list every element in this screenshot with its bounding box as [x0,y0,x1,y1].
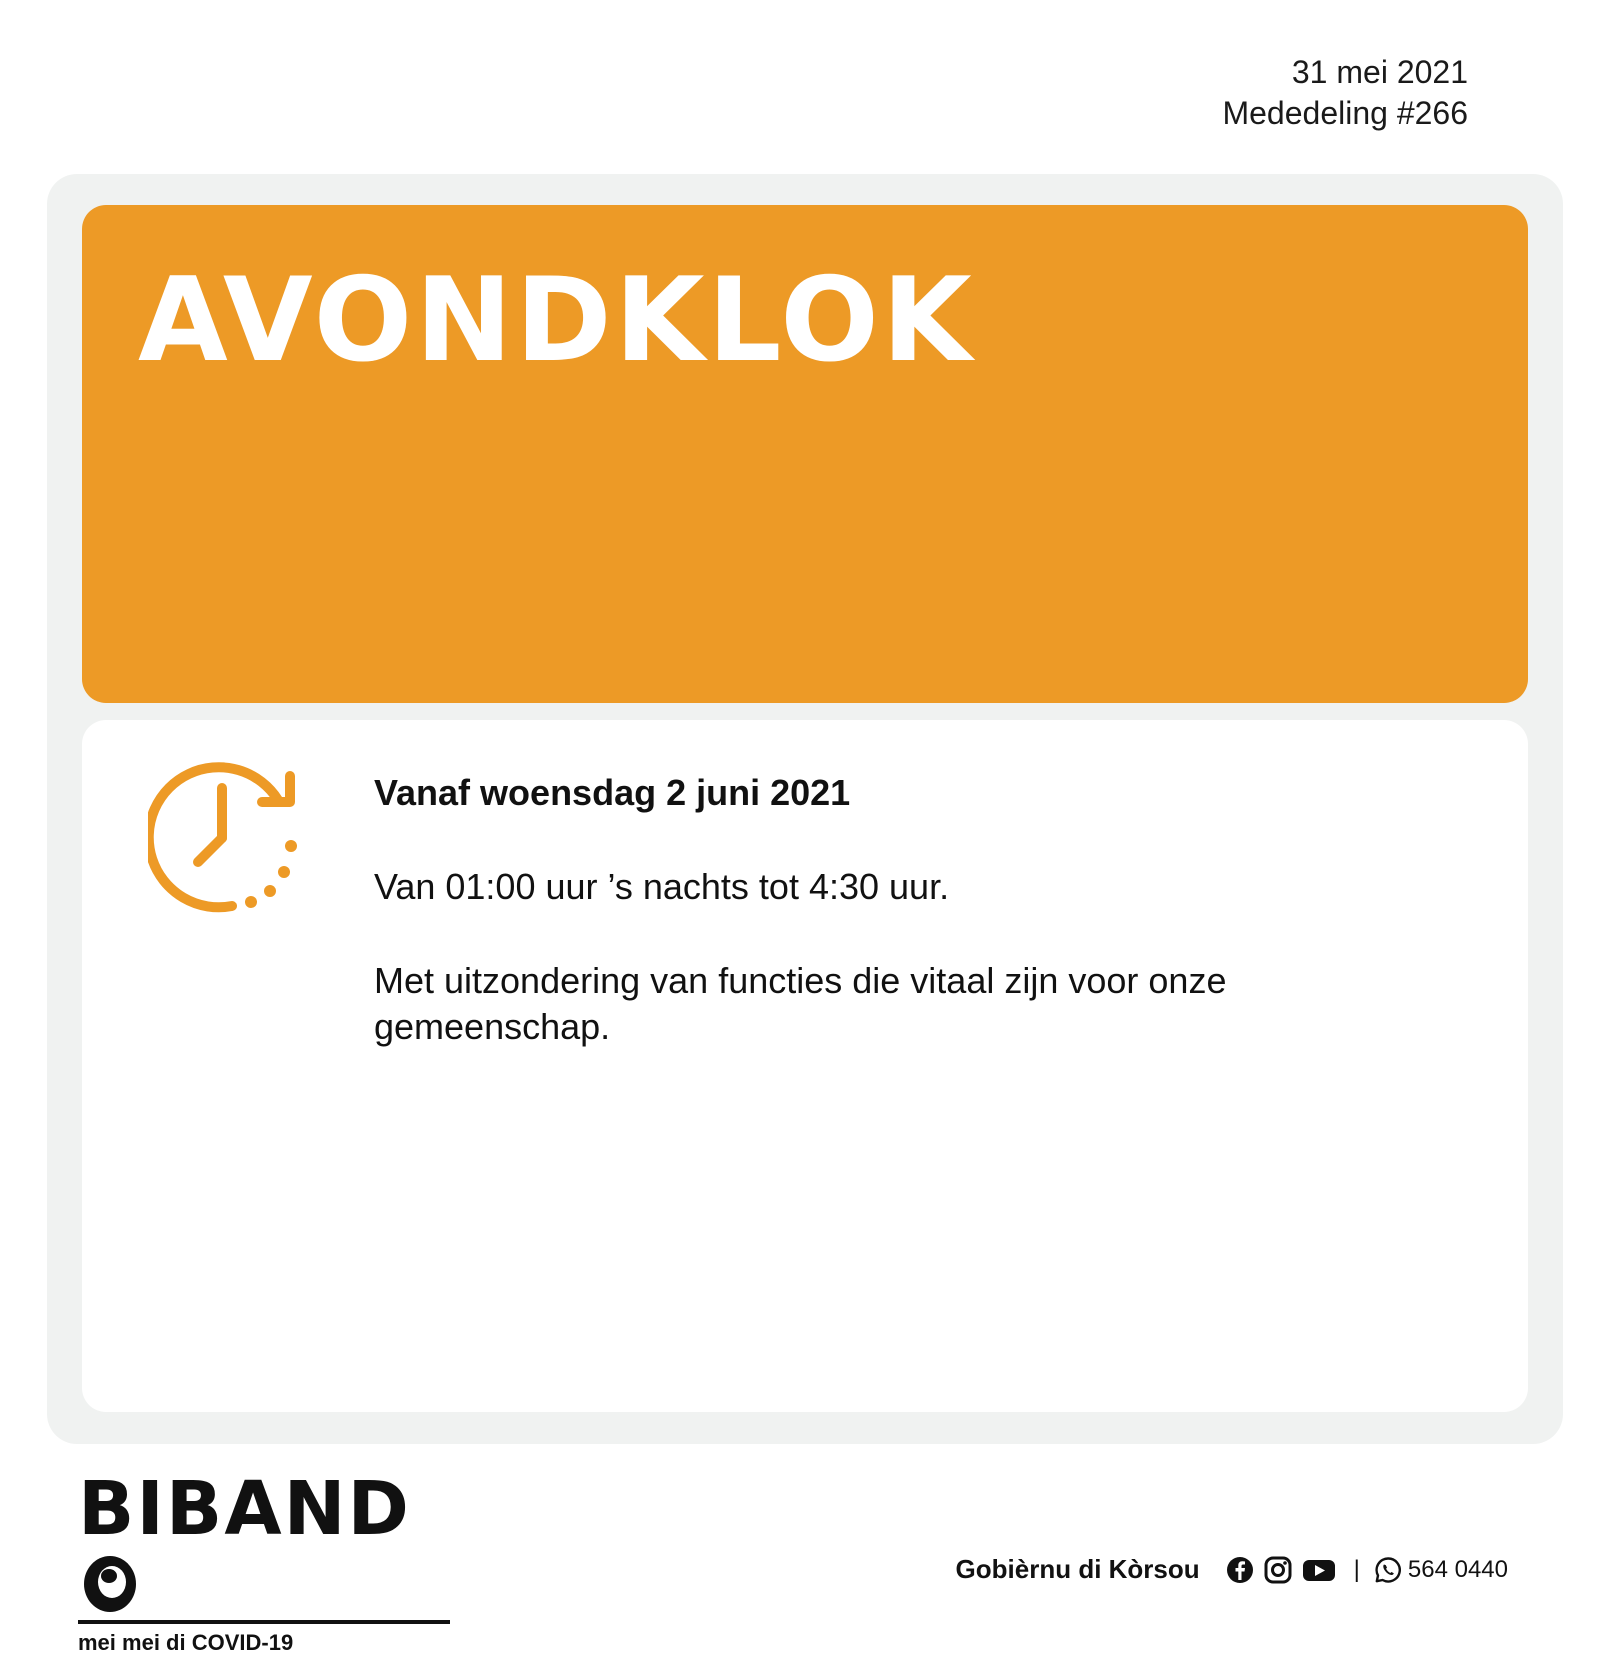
exception-note: Met uitzondering van functies die vitaal zijn voor onze gemeenschap. [374,960,1227,1047]
notice-number: Mededeling #266 [1222,95,1468,131]
info-card [82,720,1528,1412]
logo-wordmark: BIBAND [78,1466,411,1552]
clock-history-icon [148,756,308,916]
banner-title: AVONDKLOK [138,253,975,388]
card-content [374,770,1434,1050]
bibando-logo [78,1466,458,1656]
phone-number: 564 0440 [1407,1555,1508,1583]
notice-date: 31 mei 2021 [1291,54,1468,90]
government-name: Gobièrnu di Kòrsou [955,1554,1200,1584]
logo-o-mark-icon [80,1548,140,1614]
notice-meta [1222,52,1468,134]
instagram-icon[interactable] [1264,1556,1292,1584]
curfew-hours: Van 01:00 uur ’s nachts tot 4:30 uur. [374,866,950,907]
footer-separator: | [1353,1555,1360,1583]
logo-underline [78,1620,450,1624]
title-banner [82,205,1528,703]
youtube-icon[interactable] [1302,1556,1336,1584]
effective-date: Vanaf woensdag 2 juni 2021 [374,772,851,813]
facebook-icon[interactable] [1226,1556,1254,1584]
logo-tagline: mei mei di COVID-19 [78,1630,294,1655]
footer-contact [956,1554,1508,1585]
whatsapp-icon [1374,1556,1402,1584]
